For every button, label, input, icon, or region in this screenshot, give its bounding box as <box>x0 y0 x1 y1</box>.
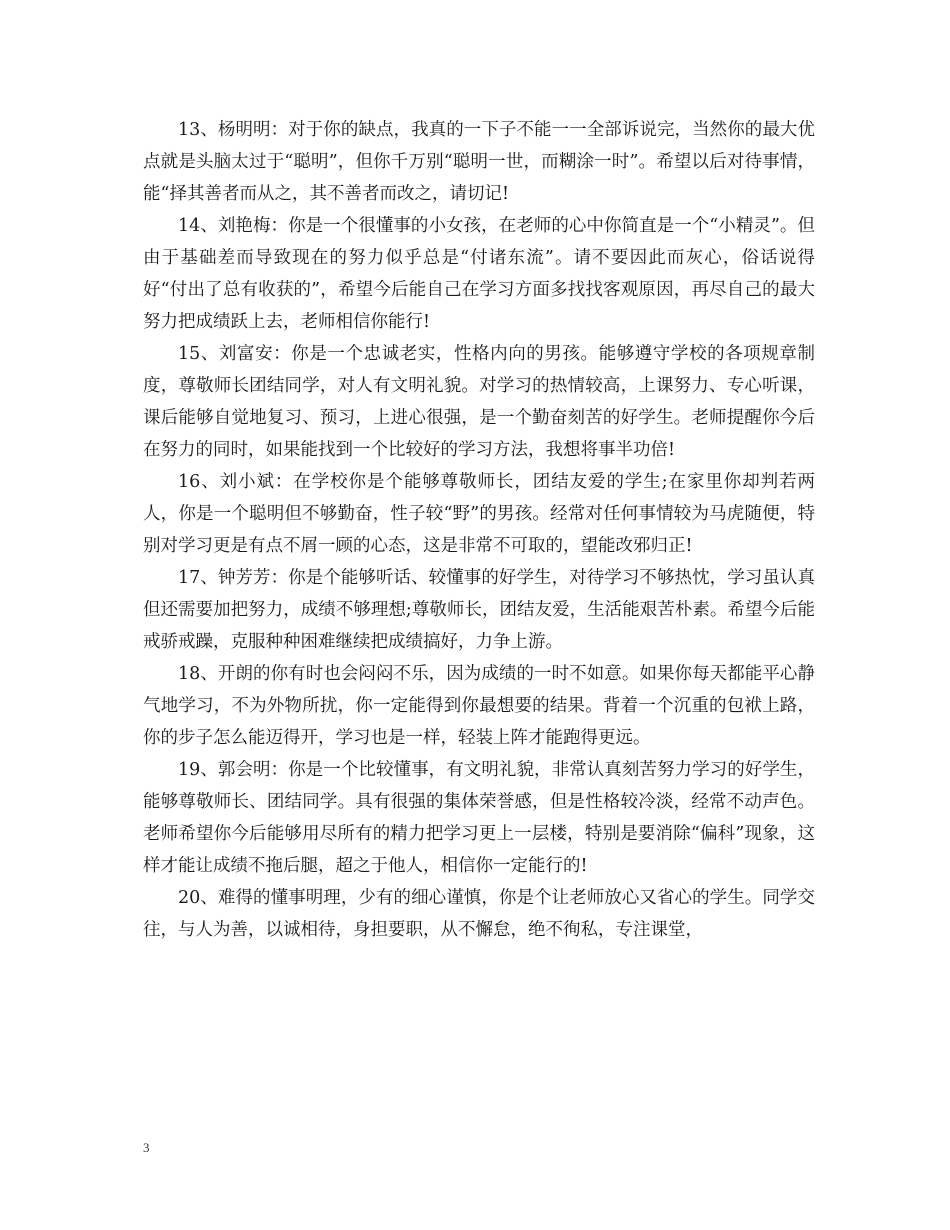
document-body <box>143 114 815 946</box>
paragraph-15: 15、刘富安：你是一个忠诚老实，性格内向的男孩。能够遵守学校的各项规章制度，尊敬师长团结同学，对人有文明礼貌。对学习的热情较高，上课努力、专心听课，课后能够自觉地复习、预习，上进心很强，是一个勤奋刻苦的好学生。老师提醒你今后在努力的同时，如果能找到一个比较好的学习方法，我想将事半功倍! <box>143 344 815 460</box>
paragraph-18: 18、开朗的你有时也会闷闷不乐，因为成绩的一时不如意。如果你每天都能平心静气地学习，不为外物所扰，你一定能得到你最想要的结果。背着一个沉重的包袱上路，你的步子怎么能迈得开，学习也是一样，轻装上阵才能跑得更远。 <box>143 664 815 748</box>
paragraph-19: 19、郭会明：你是一个比较懂事，有文明礼貌，非常认真刻苦努力学习的好学生，能够尊敬师长、团结同学。具有很强的集体荣誉感，但是性格较冷淡，经常不动声色。老师希望你今后能够用尽所有的精力把学习更上一层楼，特别是要消除“偏科”现象，这样才能让成绩不拖后腿，超之于他人，相信你一定能行的! <box>143 760 815 876</box>
paragraph-16: 16、刘小斌：在学校你是个能够尊敬师长，团结友爱的学生;在家里你却判若两人，你是一个聪明但不够勤奋，性子较“野”的男孩。经常对任何事情较为马虎随便，特别对学习更是有点不屑一顾的心态，这是非常不可取的，望能改邪归正! <box>143 472 815 556</box>
paragraph-20: 20、难得的懂事明理，少有的细心谨慎，你是个让老师放心又省心的学生。同学交往，与人为善，以诚相待，身担要职，从不懈怠，绝不徇私，专注课堂， <box>143 888 815 940</box>
paragraph-17: 17、钟芳芳：你是个能够听话、较懂事的好学生，对待学习不够热忱，学习虽认真但还需要加把努力，成绩不够理想;尊敬师长，团结友爱，生活能艰苦朴素。希望今后能戒骄戒躁，克服种种困难继续把成绩搞好，力争上游。 <box>143 568 815 652</box>
paragraph-13: 13、杨明明：对于你的缺点，我真的一下子不能一一全部诉说完，当然你的最大优点就是头脑太过于“聪明”，但你千万别“聪明一世，而糊涂一时”。希望以后对待事情，能“择其善者而从之，其不善者而改之，请切记! <box>143 120 815 204</box>
paragraph-14: 14、刘艳梅：你是一个很懂事的小女孩，在老师的心中你简直是一个“小精灵”。但由于基础差而导致现在的努力似乎总是“付诸东流”。请不要因此而灰心，俗话说得好“付出了总有收获的”，希望今后能自己在学习方面多找找客观原因，再尽自己的最大努力把成绩跃上去，老师相信你能行! <box>143 216 815 332</box>
page-number: 3 <box>143 1140 150 1155</box>
